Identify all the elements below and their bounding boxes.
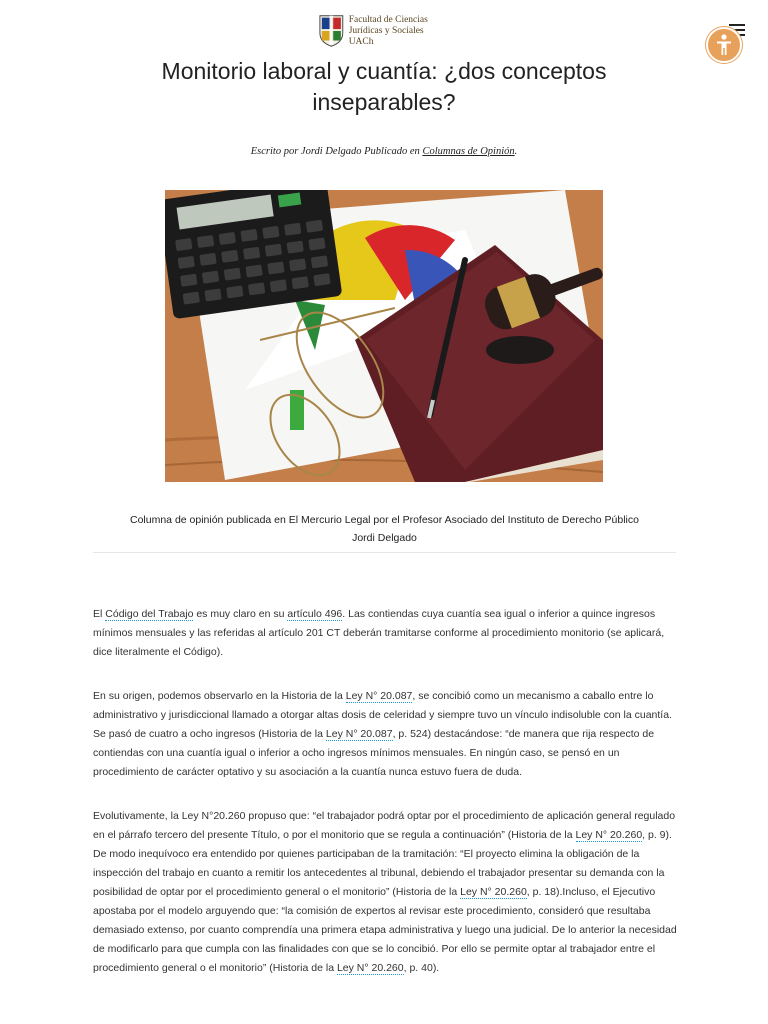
logo-line-1: Facultad de Ciencias bbox=[348, 14, 428, 25]
ley-20260-link[interactable]: Ley N° 20.260 bbox=[336, 962, 404, 974]
codigo-del-trabajo-link[interactable]: Código del Trabajo bbox=[105, 608, 194, 620]
faculty-logo[interactable] bbox=[318, 12, 446, 50]
logo-text bbox=[349, 15, 446, 48]
paragraph-2 bbox=[93, 687, 678, 782]
image-caption bbox=[93, 511, 676, 547]
logo-line-2: Jurídicas y Sociales UACh bbox=[348, 25, 424, 47]
ley-20087-link[interactable]: Ley N° 20.087 bbox=[345, 690, 413, 702]
text: En su origen, podemos observarlo en la Historia de la bbox=[93, 690, 346, 702]
caption-line-2: Jordi Delgado bbox=[352, 532, 417, 544]
paragraph-1 bbox=[93, 605, 678, 662]
ley-20260-link[interactable]: Ley N° 20.260 bbox=[460, 886, 527, 898]
accessibility-person-icon bbox=[715, 34, 733, 56]
hero-illustration bbox=[165, 190, 603, 482]
article-byline bbox=[84, 146, 684, 157]
byline-suffix: . bbox=[514, 146, 518, 157]
site-header bbox=[0, 0, 768, 56]
article-title: Monitorio laboral y cuantía: ¿dos conceptos inseparables? bbox=[161, 58, 607, 115]
text: , p. 9). De modo inequívoco era entendido por quienes participaban de la tramitación: “El proyecto elimina la obligación de la inspección del trabajo en cuanto a remitir los antecedentes al tribunal, debiendo el trabajador presentar su demanda con la posibilidad de optar por el procedimiento general o el monitorio” (Historia de la bbox=[93, 829, 672, 898]
category-link[interactable]: Columnas de Opinión bbox=[422, 146, 515, 157]
caption-divider bbox=[93, 552, 676, 553]
text: Evolutivamente, la Ley N°20.260 propuso que: “el trabajador podrá optar por el procedimiento de aplicación general regulado en el párrafo tercero del presente Título, o por el monitorio que se regula a continuación” (Historia de la bbox=[93, 810, 676, 841]
caption-line-1: Columna de opinión publicada en El Mercurio Legal por el Profesor Asociado del Instituto de Derecho Público bbox=[130, 514, 639, 526]
articulo-496-link[interactable]: artículo 496 bbox=[287, 608, 343, 620]
text: es muy claro en su bbox=[193, 608, 288, 620]
text: , p. 18).Incluso, el Ejecutivo apostaba por el modelo arguyendo que: “la comisión de expertos al revisar este procedimiento, consideró que resultaba demasiado extenso, por cuanto comprendía una primera etapa administrativa y luego una judicial. De lo anterior la necesidad de modificarlo para que cumpla con las finalidades con que se lo concibió. Por ello se permite optar al trabajador entre el procedimiento general o el monitorio” (Historia de la bbox=[93, 886, 677, 974]
byline-prefix: Escrito por Jordi Delgado Publicado en bbox=[250, 146, 423, 157]
text: . Las contiendas cuya cuantía sea igual o inferior a quince ingresos mínimos mensuales y las referidas al artículo 201 CT deberán tramitarse conforme al procedimiento monitorio (se aplicará, dice literalmente el Código). bbox=[93, 608, 665, 658]
article-body bbox=[93, 605, 678, 1003]
text: , p. 524) destacándose: “de manera que rija respecto de contiendas con una cuantía igual o inferior a ocho ingresos mínimos mensuales. En ningún caso, se pensó en un procedimiento de carácter optativo y su asociación a la cuantía nunca estuvo fuera de duda. bbox=[93, 728, 655, 778]
ley-20260-link[interactable]: Ley N° 20.260 bbox=[575, 829, 643, 841]
ley-20087-link[interactable]: Ley N° 20.087 bbox=[325, 728, 393, 740]
university-shield-icon bbox=[318, 13, 345, 49]
accessibility-button[interactable] bbox=[706, 27, 742, 63]
article-hero-image bbox=[165, 190, 603, 482]
text: El bbox=[93, 608, 106, 620]
text: , p. 40). bbox=[403, 962, 440, 974]
text: , se concibió como un mecanismo a caballo entre lo administrativo y jurisdiccional llamado a otorgar altas dosis de celeridad y siempre tuvo un vínculo indisoluble con la cuantía. Se pasó de cuatro a ocho ingresos (Historia de la bbox=[93, 690, 672, 740]
paragraph-3 bbox=[93, 807, 678, 978]
